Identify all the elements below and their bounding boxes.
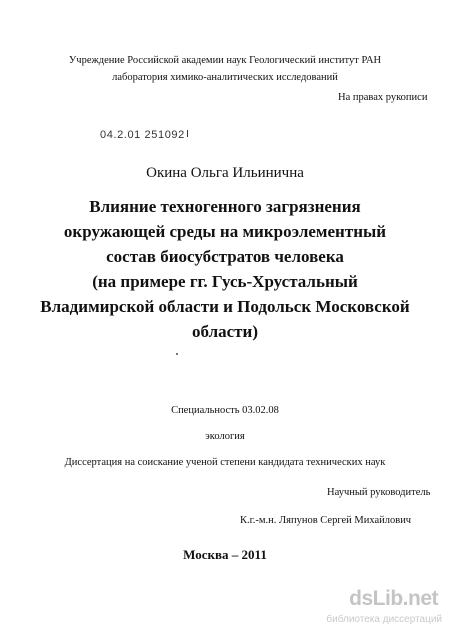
rights-notice: На правах рукописи (338, 92, 428, 103)
specialty-field: экология (205, 431, 245, 442)
title-line: Владимирской области и Подольск Московской (40, 297, 410, 316)
watermark-tagline: библиотека диссертаций (326, 614, 442, 625)
registration-stamp (100, 130, 188, 141)
stamp-number: 04.2.01 251092 (100, 129, 185, 141)
author-name: Окина Ольга Ильинична (146, 165, 304, 181)
title-line: области) (192, 322, 258, 341)
institution-name: Учреждение Российской академии наук Геологический институт РАН (68, 55, 382, 66)
city-year: Москва – 2011 (183, 547, 267, 562)
title-line: (на примере гг. Гусь-Хрустальный (92, 272, 358, 291)
title-line: окружающей среды на микроэлементный (63, 222, 387, 241)
dissertation-title (20, 194, 430, 344)
title-line: состав биосубстратов человека (106, 247, 344, 266)
laboratory-name: лаборатория химико-аналитических исследований (112, 72, 338, 83)
title-line: Влияние техногенного загрязнения (89, 197, 361, 216)
stamp-tick-mark (187, 130, 188, 137)
specialty-code: Специальность 03.02.08 (171, 405, 279, 416)
degree-statement: Диссертация на соискание ученой степени кандидата технических наук (64, 457, 386, 468)
scan-speck (176, 353, 178, 355)
watermark-logo: dsLib.net (349, 587, 438, 610)
advisor-label: Научный руководитель (327, 487, 431, 498)
advisor-name: К.г.-м.н. Ляпунов Сергей Михайлович (240, 515, 412, 526)
site-watermark (314, 587, 442, 627)
